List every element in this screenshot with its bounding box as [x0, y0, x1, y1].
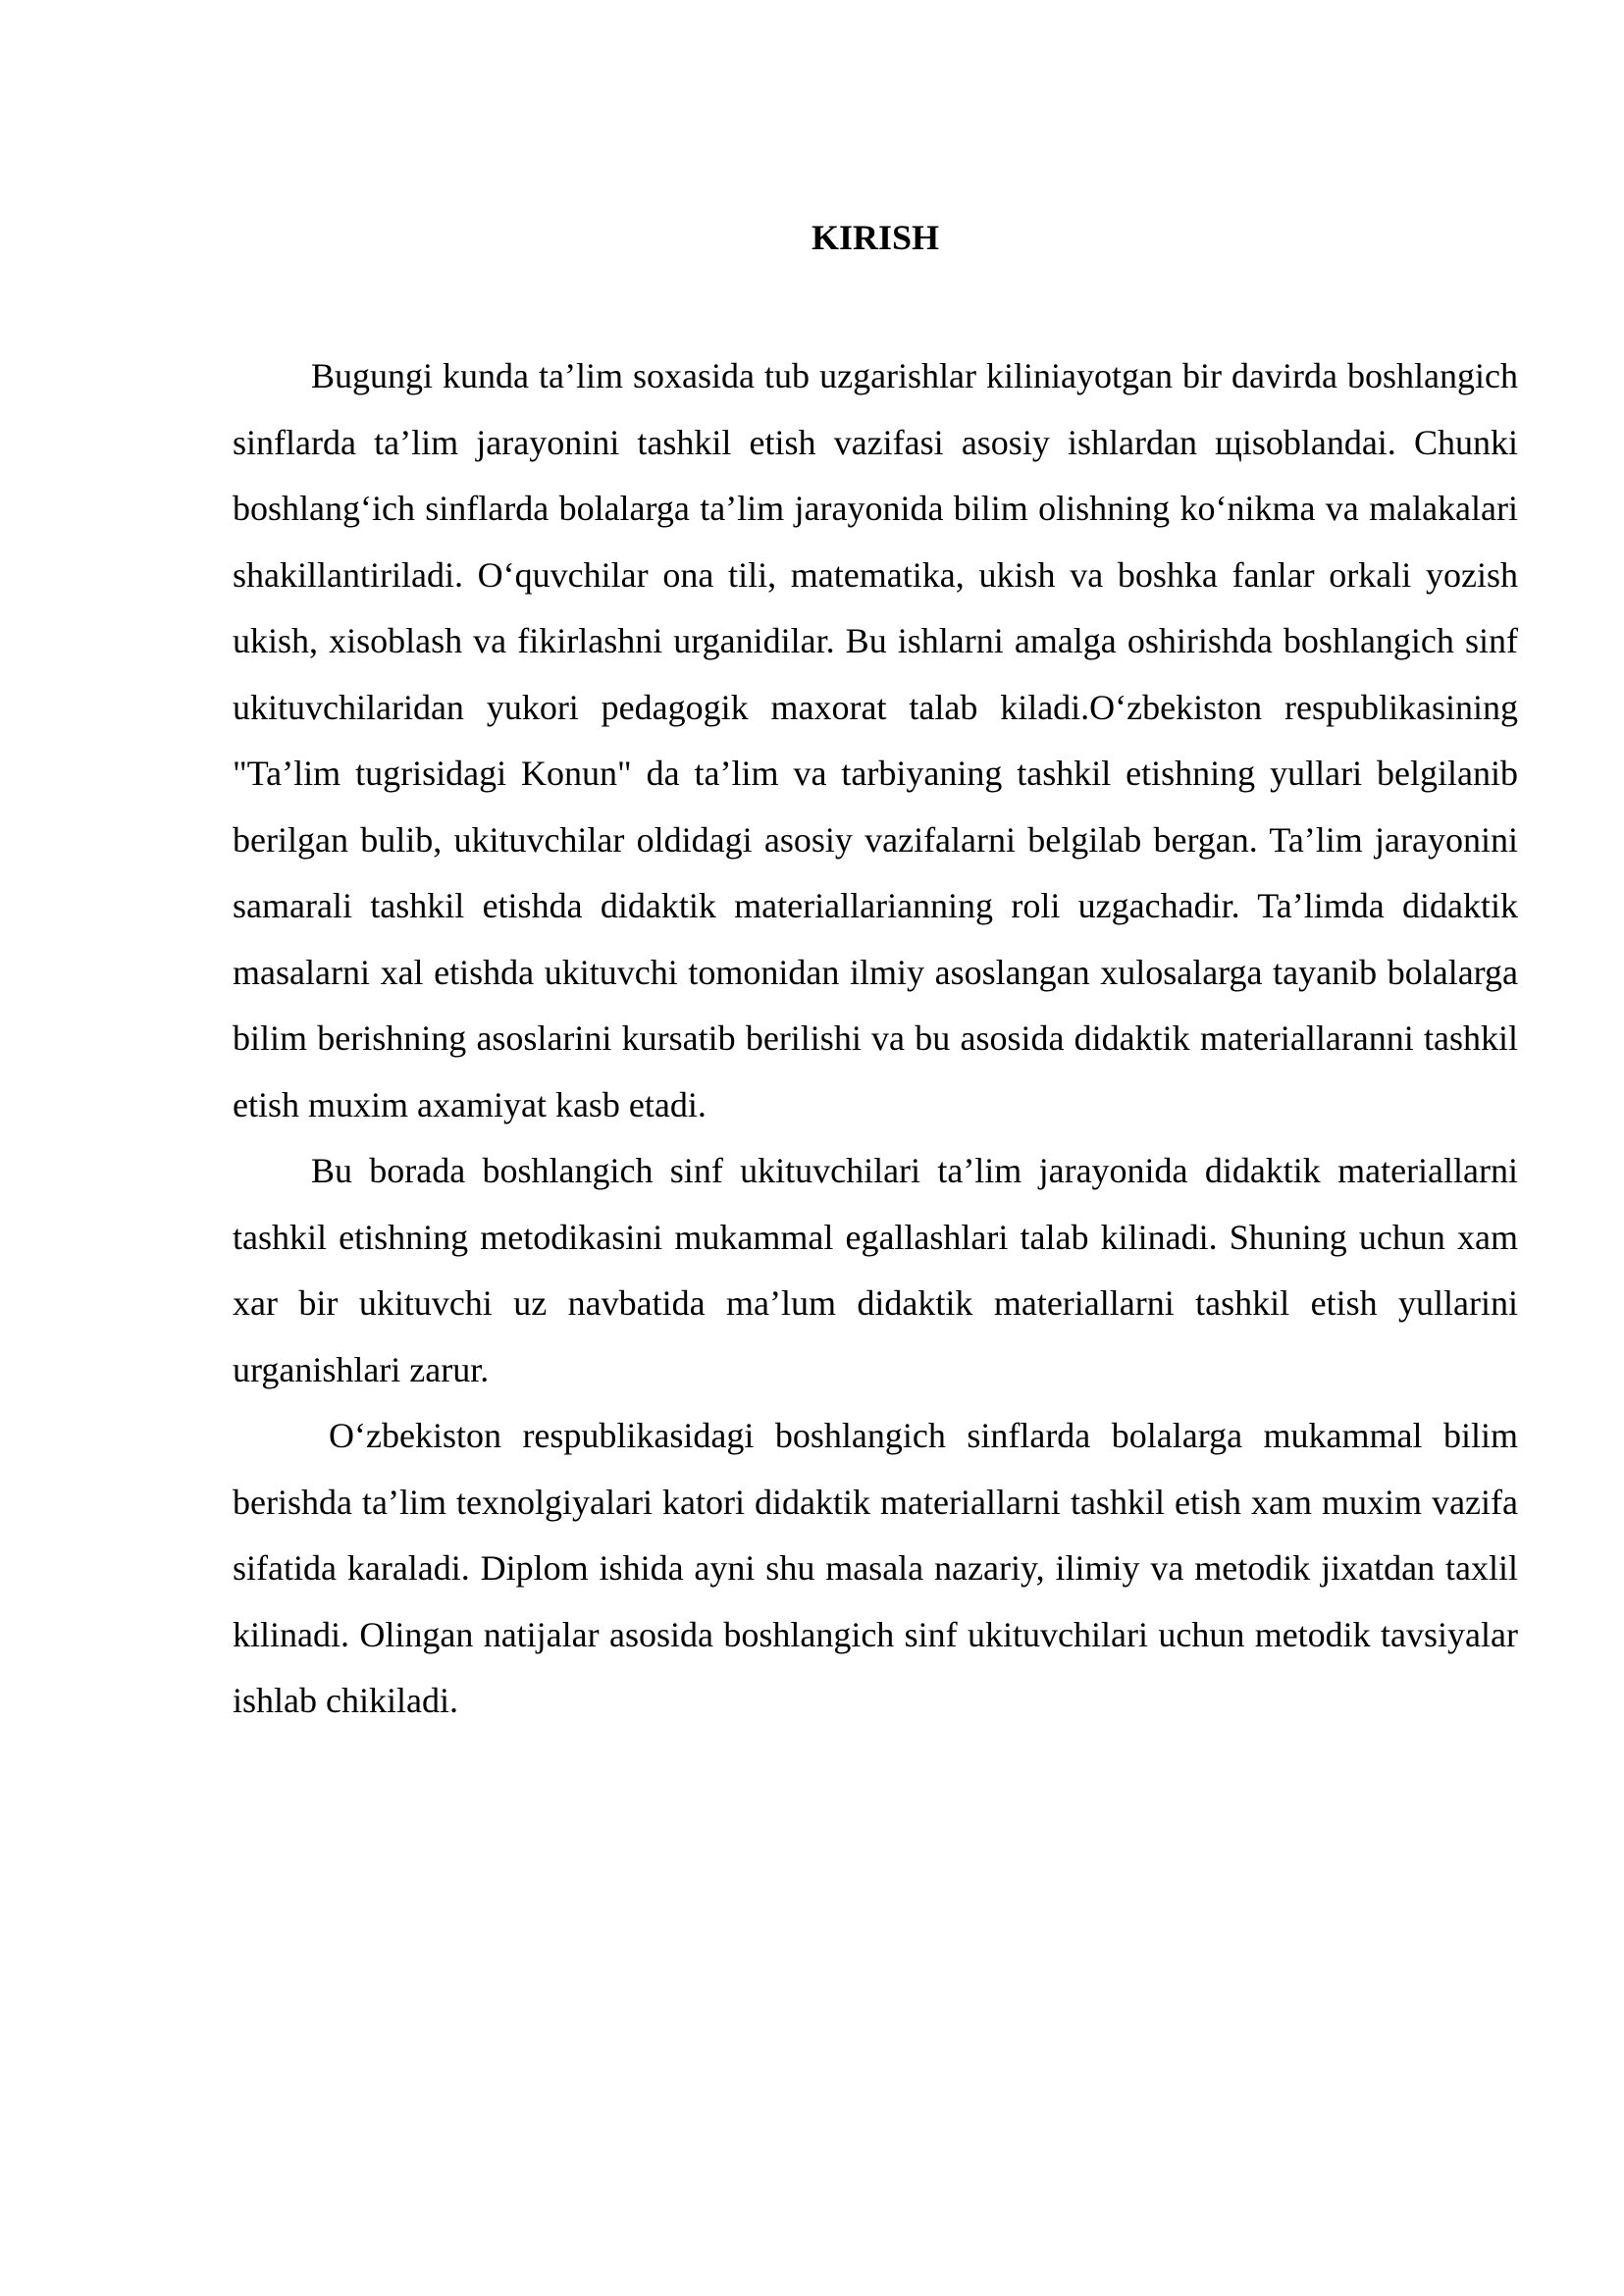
document-body [233, 343, 1518, 1735]
paragraph-2: Bu borada boshlangich sinf ukituvchilari ta’lim jarayonida didaktik materiallarni tashkil etishning metodikasini mukammal egallashlari talab kilinadi. Shuning uchun xam xar bir ukituvchi uz navbatida ma’lum didaktik materiallarni tashkil etish yullarini urganishlari zarur. [233, 1151, 1518, 1389]
paragraph-1: Bugungi kunda ta’lim soxasida tub uzgarishlar kiliniayotgan bir davirda boshlangich sinflarda ta’lim jarayonini tashkil etish vazifasi asosiy ishlardan щisoblandai. Chunki boshlang‘ich sinflarda bolalarga ta’lim jarayonida bilim olishning ko‘nikma va malakalari shakillantiriladi. O‘quvchilar ona tili, matematika, ukish va boshka fanlar orkali yozish ukish, xisoblash va fikirlashni urganidilar. Bu ishlarni amalga oshirishda boshlangich sinf ukituvchilaridan yukori pedagogik maxorat talab kiladi.O‘zbekiston respublikasining "Ta’lim tugrisidagi Konun" da ta’lim va tarbiyaning tashkil etishning yullari belgilanib berilgan bulib, ukituvchilar oldidagi asosiy vazifalarni belgilab bergan. Ta’lim jarayonini samarali tashkil etishda didaktik materiallarianning roli uzgachadir. Ta’limda didaktik masalarni xal etishda ukituvchi tomonidan ilmiy asoslangan xulosalarga tayanib bolalarga bilim berishning asoslarini kursatib berilishi va bu asosida didaktik materiallaranni tashkil etish muxim axamiyat kasb etadi. [233, 356, 1518, 1124]
paragraph-3: O‘zbekiston respublikasidagi boshlangich sinflarda bolalarga mukammal bilim berishda ta’lim texnolgiyalari katori didaktik materiallarni tashkil etish xam muxim vazifa sifatida karaladi. Diplom ishida ayni shu masala nazariy, ilimiy va metodik jixatdan taxlil kilinadi. Olingan natijalar asosida boshlangich sinf ukituvchilari uchun metodik tavsiyalar ishlab chikiladi. [233, 1416, 1518, 1720]
page-title: KIRISH [811, 218, 940, 257]
